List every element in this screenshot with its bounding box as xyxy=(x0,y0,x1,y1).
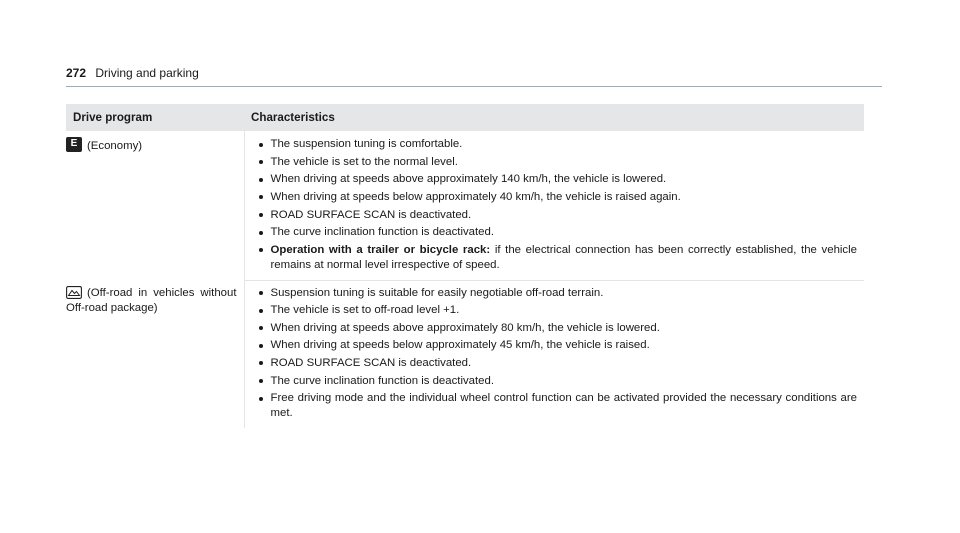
drive-program-label: (Economy) xyxy=(87,140,143,153)
section-title: Driving and parking xyxy=(95,66,199,80)
header-divider xyxy=(66,86,882,87)
characteristics-cell xyxy=(244,131,864,280)
column-header-drive-program: Drive program xyxy=(66,104,244,131)
economy-icon-letter: E xyxy=(70,138,78,150)
list-item: Free driving mode and the individual wheel control function can be activated provided the necessary conditions are met. xyxy=(258,391,858,421)
list-item: ROAD SURFACE SCAN is deactivated. xyxy=(258,356,858,371)
list-item: Suspension tuning is suitable for easily negotiable off-road terrain. xyxy=(258,286,858,301)
list-item: The curve inclination function is deactivated. xyxy=(258,225,858,240)
list-item: The vehicle is set to off-road level +1. xyxy=(258,303,858,318)
off-road-mode-icon xyxy=(66,286,82,299)
list-item: The suspension tuning is comfortable. xyxy=(258,137,858,152)
list-item: When driving at speeds above approximately 80 km/h, the vehicle is lowered. xyxy=(258,321,858,336)
table-row xyxy=(66,280,864,428)
table-row xyxy=(66,131,864,280)
page-number: 272 xyxy=(66,66,87,80)
list-item xyxy=(258,243,858,273)
characteristics-list xyxy=(258,137,858,273)
list-item: The vehicle is set to the normal level. xyxy=(258,155,858,170)
drive-program-cell xyxy=(66,280,244,428)
trailer-note-text: if the electrical connection has been correctly established, the vehicle remains at normal level irrespective of speed. xyxy=(270,243,857,271)
drive-program-table xyxy=(66,104,864,428)
trailer-note-heading: Operation with a trailer or bicycle rack: xyxy=(270,243,491,256)
drive-program-label-block xyxy=(66,286,237,316)
list-item: When driving at speeds above approximately 140 km/h, the vehicle is lowered. xyxy=(258,172,858,187)
list-item: The curve inclination function is deactivated. xyxy=(258,374,858,389)
drive-program-label: (Off-road in vehicles without Off-road package) xyxy=(66,287,237,315)
characteristics-cell xyxy=(244,280,864,428)
economy-mode-icon xyxy=(66,137,82,152)
table-header-row xyxy=(66,104,864,131)
page-header xyxy=(66,66,199,80)
list-item: When driving at speeds below approximately 40 km/h, the vehicle is raised again. xyxy=(258,190,858,205)
list-item: ROAD SURFACE SCAN is deactivated. xyxy=(258,208,858,223)
column-header-characteristics: Characteristics xyxy=(244,104,864,131)
list-item: When driving at speeds below approximately 45 km/h, the vehicle is raised. xyxy=(258,338,858,353)
drive-program-cell xyxy=(66,131,244,280)
characteristics-list xyxy=(258,286,858,422)
